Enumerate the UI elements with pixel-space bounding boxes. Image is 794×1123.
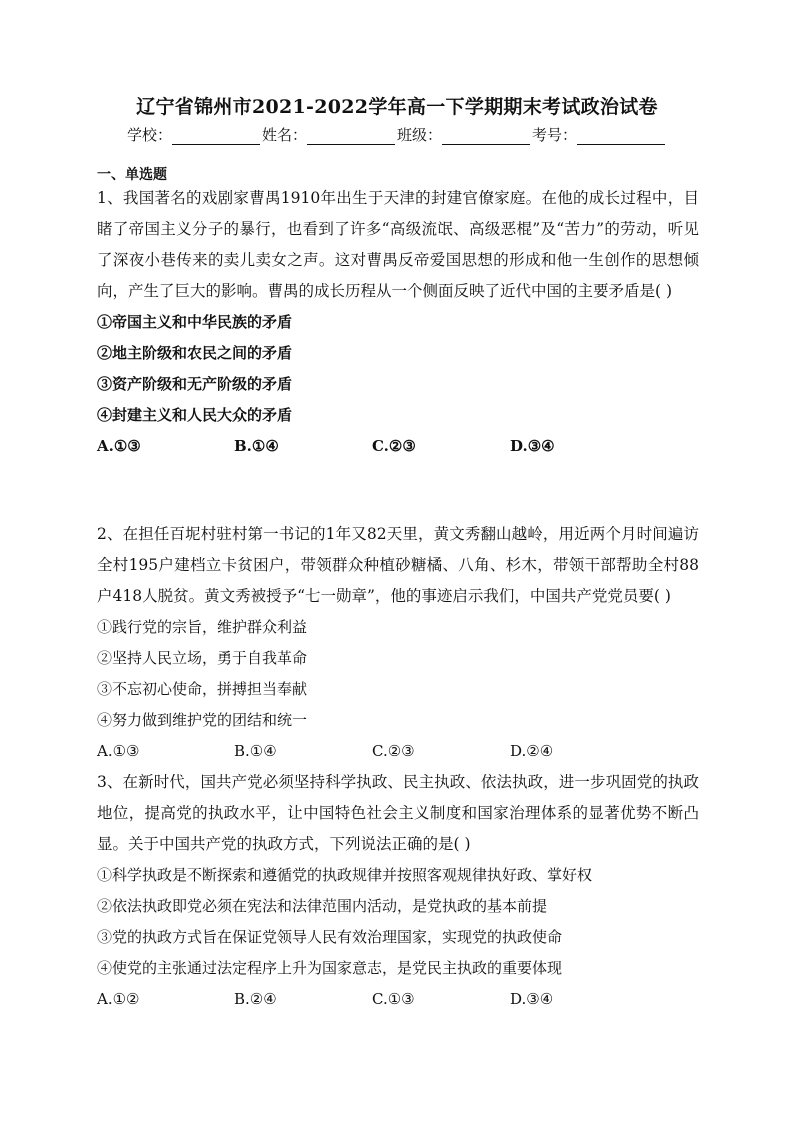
choice-b: B.②④ <box>234 990 277 1008</box>
statement-option: ②地主阶级和农民之间的矛盾 <box>97 344 293 362</box>
class-blank <box>442 130 530 145</box>
choice-d: D.③④ <box>510 437 555 455</box>
exam-number-blank <box>577 130 665 145</box>
question-stem: 2、在担任百坭村驻村第一书记的1年又82天里，黄文秀翻山越岭，用近两个月时间遍访全村195户建档立卡贫困户，带领群众种植砂糖橘、八角、杉木，带领干部帮助全村88户418人脱贫。黄文秀被授予“七一勋章”，他的事迹启示我们，中国共产党党员要( ) <box>97 525 699 605</box>
statement-option: ④封建主义和人民大众的矛盾 <box>97 406 293 424</box>
answer-choices <box>97 431 699 462</box>
question-1 <box>97 183 699 462</box>
question-stem: 3、在新时代，国共产党必须坚持科学执政、民主执政、依法执政，进一步巩固党的执政地位，提高党的执政水平，让中国特色社会主义制度和国家治理体系的显著优势不断凸显。关于中国共产党的执政方式，下列说法正确的是( ) <box>97 773 699 853</box>
section-heading: 一、单选题 <box>97 167 167 183</box>
choice-b: B.①④ <box>234 742 277 760</box>
statement-option: ②坚持人民立场，勇于自我革命 <box>97 649 308 667</box>
answer-choices <box>97 736 699 767</box>
choice-a: A.①② <box>97 990 140 1008</box>
class-label: 班级： <box>397 126 443 144</box>
school-blank <box>172 130 260 145</box>
statement-option: ④使党的主张通过法定程序上升为国家意志，是党民主执政的重要体现 <box>97 959 563 977</box>
statement-option: ①践行党的宗旨，维护群众利益 <box>97 618 308 636</box>
statement-option: ①科学执政是不断探索和遵循党的执政规律并按照客观规律执好政、掌好权 <box>97 866 593 884</box>
statement-option: ④努力做到维护党的团结和统一 <box>97 711 308 729</box>
choice-d: D.②④ <box>510 742 554 760</box>
choice-d: D.③④ <box>510 990 554 1008</box>
student-info-line <box>0 124 794 145</box>
statement-option: ③资产阶级和无产阶级的矛盾 <box>97 375 293 393</box>
statement-option: ①帝国主义和中华民族的矛盾 <box>97 313 293 331</box>
choice-c: C.②③ <box>372 742 415 760</box>
school-label: 学校： <box>126 126 172 144</box>
choice-b: B.①④ <box>234 437 279 455</box>
exam-number-label: 考号： <box>532 126 578 144</box>
statement-option: ②依法执政即党必须在宪法和法律范围内活动，是党执政的基本前提 <box>97 897 548 915</box>
question-3 <box>97 767 699 1015</box>
choice-a: A.①③ <box>97 742 140 760</box>
choice-c: C.①③ <box>372 990 415 1008</box>
statement-option: ③不忘初心使命，拼搏担当奉献 <box>97 680 308 698</box>
statement-option: ③党的执政方式旨在保证党领导人民有效治理国家，实现党的执政使命 <box>97 928 563 946</box>
answer-choices <box>97 984 699 1015</box>
name-blank <box>307 130 395 145</box>
choice-c: C.②③ <box>372 437 416 455</box>
choice-a: A.①③ <box>97 437 141 455</box>
exam-title: 辽宁省锦州市2021-2022学年高一下学期期末考试政治试卷 <box>136 96 658 118</box>
question-stem: 1、我国著名的戏剧家曹禺1910年出生于天津的封建官僚家庭。在他的成长过程中，目睹了帝国主义分子的暴行，也看到了许多“高级流氓、高级恶棍”及“苦力”的劳动，听见了深夜小巷传来的卖儿卖女之声。这对曹禺反帝爱国思想的形成和他一生创作的思想倾向，产生了巨大的影响。曹禺的成长历程从一个侧面反映了近代中国的主要矛盾是( ) <box>97 189 699 300</box>
name-label: 姓名： <box>261 126 307 144</box>
question-2 <box>97 519 699 767</box>
